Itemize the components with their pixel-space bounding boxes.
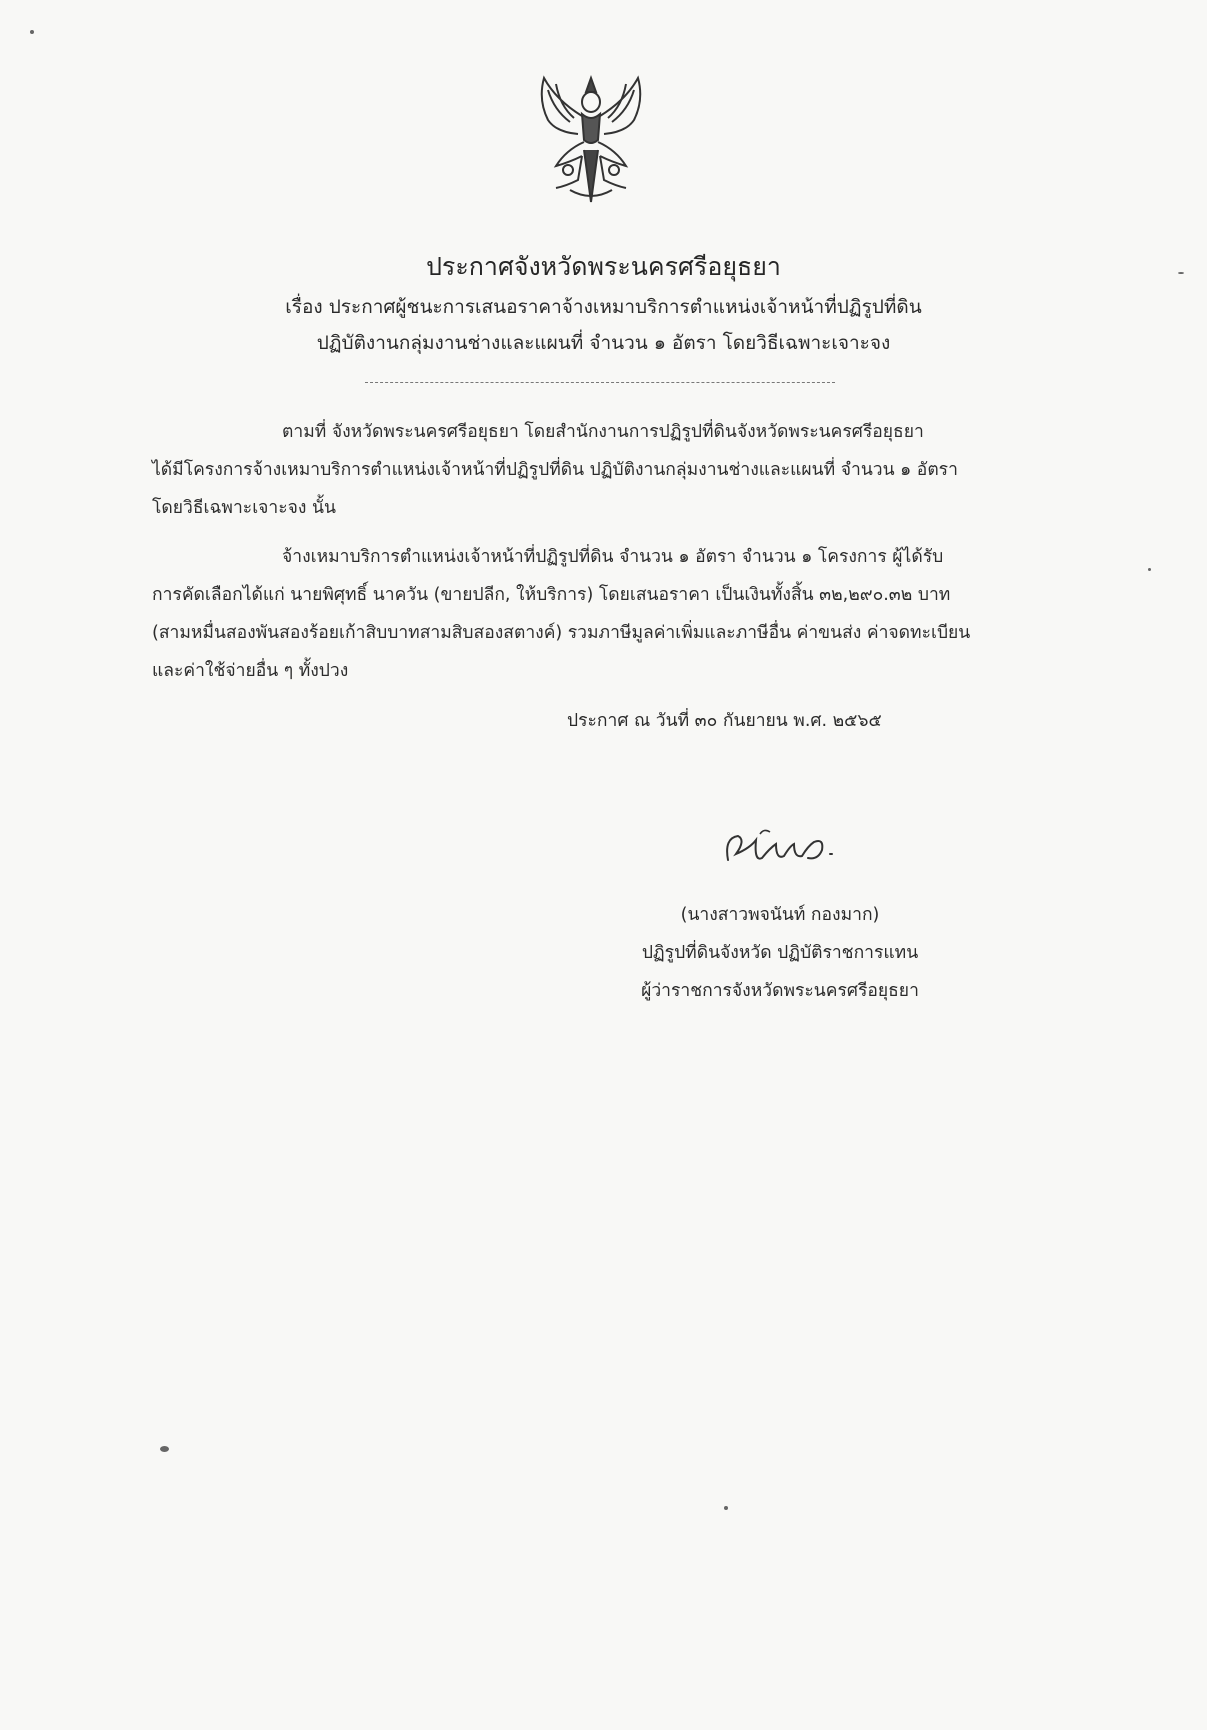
signer-position-2: ผู้ว่าราชการจังหวัดพระนครศรีอยุธยา (641, 981, 919, 1001)
announcement-date: ประกาศ ณ วันที่ ๓๐ กันยายน พ.ศ. ๒๕๖๕ (567, 711, 882, 731)
scan-speck (1148, 568, 1151, 571)
paragraph-1-line-2: ได้มีโครงการจ้างเหมาบริการตำแหน่งเจ้าหน้าที่ปฏิรูปที่ดิน ปฏิบัติงานกลุ่มงานช่างและแผนที่ จำนวน ๑ อัตรา (152, 460, 958, 480)
paragraph-2-line-1: จ้างเหมาบริการตำแหน่งเจ้าหน้าที่ปฏิรูปที่ดิน จำนวน ๑ อัตรา จำนวน ๑ โครงการ ผู้ได้รับ (282, 547, 944, 567)
scan-speck (724, 1506, 728, 1510)
paragraph-2-line-2: การคัดเลือกได้แก่ นายพิศุทธิ์ นาควัน (ขายปลีก, ให้บริการ) โดยเสนอราคา เป็นเงินทั้งสิ้น ๓๒,๒๙๐.๓๒ บาท (152, 585, 951, 605)
subject-line-1: เรื่อง ประกาศผู้ชนะการเสนอราคาจ้างเหมาบริการตำแหน่งเจ้าหน้าที่ปฏิรูปที่ดิน (285, 296, 922, 318)
garuda-emblem-icon (526, 70, 656, 210)
scan-speck (30, 30, 34, 34)
divider (365, 382, 835, 383)
paragraph-2-line-3: (สามหมื่นสองพันสองร้อยเก้าสิบบาทสามสิบสองสตางค์) รวมภาษีมูลค่าเพิ่มและภาษีอื่น ค่าขนส่ง ค่าจดทะเบียน (152, 623, 971, 643)
subject-line-2: ปฏิบัติงานกลุ่มงานช่างและแผนที่ จำนวน ๑ อัตรา โดยวิธีเฉพาะเจาะจง (316, 332, 891, 354)
paragraph-2-line-4: และค่าใช้จ่ายอื่น ๆ ทั้งปวง (152, 661, 349, 681)
signature-image (720, 818, 860, 878)
announcement-title: ประกาศจังหวัดพระนครศรีอยุธยา (426, 252, 781, 281)
paragraph-1-line-3: โดยวิธีเฉพาะเจาะจง นั้น (152, 498, 336, 518)
signer-position-1: ปฏิรูปที่ดินจังหวัด ปฏิบัติราชการแทน (641, 943, 919, 963)
signer-name: (นางสาวพจนันท์ กองมาก) (680, 905, 880, 925)
paragraph-1-line-1: ตามที่ จังหวัดพระนครศรีอยุธยา โดยสำนักงานการปฏิรูปที่ดินจังหวัดพระนครศรีอยุธยา (282, 422, 924, 442)
scan-speck (160, 1446, 169, 1452)
scan-speck (1178, 272, 1184, 274)
